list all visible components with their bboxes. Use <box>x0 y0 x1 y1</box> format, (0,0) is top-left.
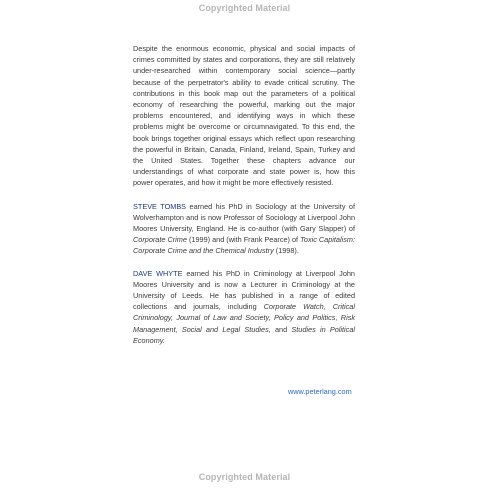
bio-text: earned his PhD in Sociology at the University of Wolverhampton and is now Professor of Sociology at Liverpool John Moores University, England. He is co-author (with Gary Slapper) of <box>133 201 355 234</box>
bio-text: and <box>270 324 292 334</box>
book-title: Toxic Capitalism: Corporate Crime and the Chemical Industry <box>133 235 355 256</box>
author-name: STEVE TOMBS <box>133 201 187 211</box>
back-cover-text <box>133 43 355 357</box>
bio-text: (1998). <box>273 246 299 256</box>
author-bio-tombs <box>133 201 355 257</box>
book-title: Corporate Crime <box>133 235 187 245</box>
watermark-top: Copyrighted Material <box>198 3 291 13</box>
bio-text: earned his PhD in Criminology at Liverpool John Moores University and is now a Lecturer in Criminology at the University of Leeds. He has published in a range of edited collections and journals, including <box>133 268 355 312</box>
publisher-url-link[interactable]: www.peterlang.com <box>288 387 352 396</box>
book-description: Despite the enormous economic, physical and social impacts of crimes committed by states and corporations, they are still relatively under-researched within contemporary social science—partly because of the perpetrator's ability to evade critical scrutiny. The contributions in this book map out the parameters of a political economy of researching the powerful, marking out the major problems encountered, and identifying ways in which these problems might be overcome or circumnavigated. To this end, the book brings together original essays which reflect upon researching the powerful in Britain, Canada, Finland, Ireland, Spain, Turkey and the United States. Together these chapters advance our understandings of what corporate and state power is, how this power operates, and how it might be more effectively resisted. <box>133 44 355 188</box>
journal-title: Studies in Political Economy. <box>133 324 356 345</box>
bio-text: (1999) and (with Frank Pearce) of <box>186 235 301 245</box>
watermark-bottom: Copyrighted Material <box>198 472 291 482</box>
author-bio-whyte <box>133 268 355 346</box>
author-name: DAVE WHYTE <box>133 268 183 278</box>
journal-titles: Corporate Watch, Critical Criminology, Journal of Law and Society, Policy and Politics, Risk Management, Social and Legal Studies, <box>133 302 355 334</box>
